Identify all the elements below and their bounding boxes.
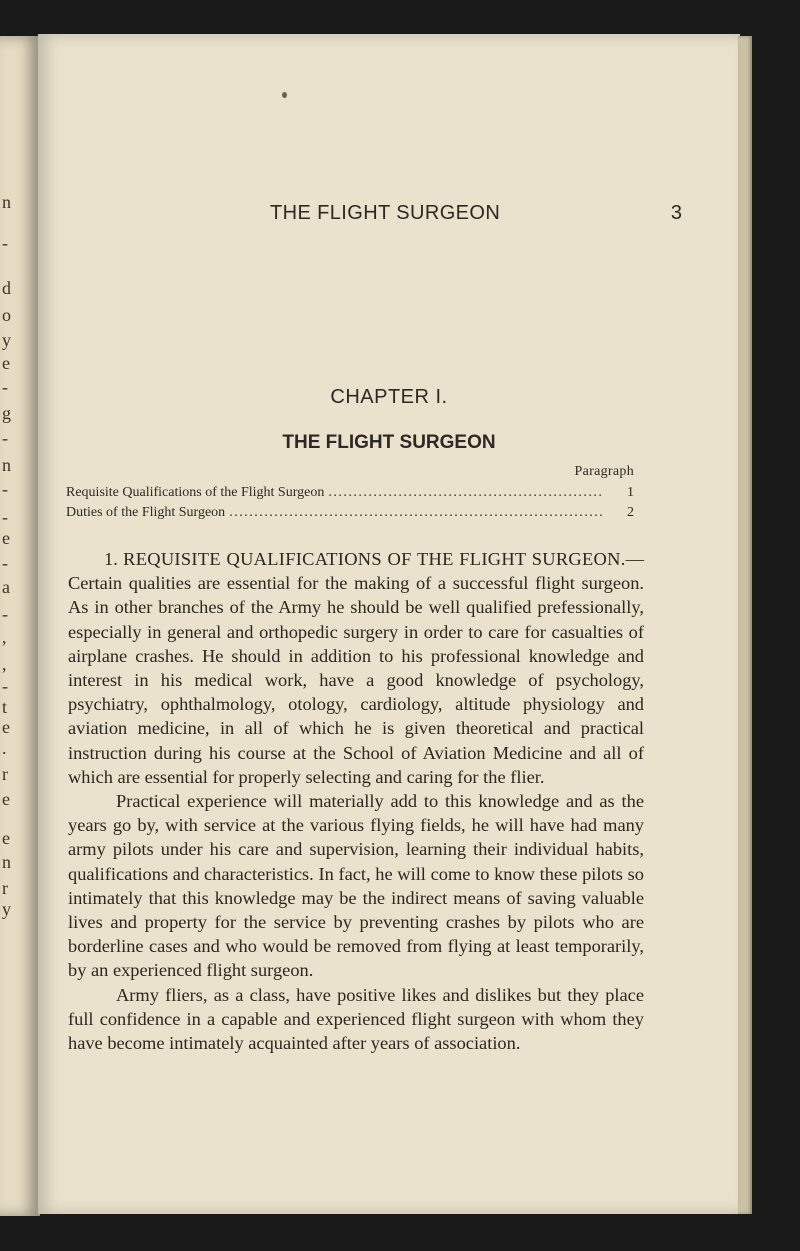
toc-entry-title: Requisite Qualifications of the Flight Surgeon — [66, 485, 325, 500]
running-title: THE FLIGHT SURGEON — [270, 202, 501, 224]
ink-smudge — [282, 92, 287, 98]
facing-page-text-fragments — [2, 36, 16, 1216]
section-heading: REQUISITE QUALIFICATIONS OF THE FLIGHT SURGEON. — [123, 549, 626, 569]
facing-page-fragment: e — [2, 353, 10, 373]
facing-page-fragment: t — [2, 697, 8, 717]
running-header — [270, 202, 682, 228]
facing-page-fragment: g — [2, 403, 11, 423]
body-paragraph — [68, 547, 644, 789]
facing-page-fragment: e — [2, 789, 10, 809]
book-page — [38, 34, 740, 1214]
toc-entry — [66, 483, 634, 503]
toc-entry-title: Duties of the Flight Surgeon — [66, 505, 226, 520]
page-block-edges — [738, 36, 752, 1214]
toc-entry — [66, 503, 634, 523]
facing-page-fragment: e — [2, 528, 10, 548]
facing-page-fragment: , — [2, 627, 7, 647]
page-number: 3 — [670, 202, 682, 224]
chapter-title: THE FLIGHT SURGEON — [282, 432, 496, 453]
toc-entry-paragraph: 2 — [627, 505, 634, 520]
facing-page-fragment: . — [2, 738, 7, 758]
facing-page-edge — [0, 36, 40, 1216]
toc-leader-dots — [328, 483, 602, 503]
facing-page-fragment: - — [2, 676, 8, 696]
facing-page-fragment: r — [2, 764, 8, 784]
chapter-label: CHAPTER I. — [330, 386, 448, 408]
facing-page-fragment: d — [2, 278, 11, 298]
chapter-contents — [66, 464, 634, 523]
facing-page-fragment: n — [2, 455, 11, 475]
facing-page-fragment: e — [2, 717, 10, 737]
facing-page-fragment: o — [2, 305, 11, 325]
facing-page-fragment: - — [2, 479, 8, 499]
paragraph-text: —Certain qualities are essential for the making of a successful flight surgeon. As in other branches of the Army he should be well qualified prefessionally, especially in general and orthopedic surgery in order to care for casualties of airplane crashes. He should in addition to his professional knowledge and interest in his medical work, have a good knowledge of psychology, psychiatry, ophthalmology, otology, cardiology, altitude physiology and aviation medicine, in all of which he is given theoretical and practical instruction during his course at the School of Aviation Medicine and all of which are essential for properly selecting and caring for the flier. — [68, 549, 644, 787]
facing-page-fragment: n — [2, 192, 11, 212]
facing-page-fragment: - — [2, 377, 8, 397]
body-text — [68, 547, 644, 1055]
facing-page-fragment: y — [2, 899, 11, 919]
body-paragraph: Army fliers, as a class, have positive likes and dislikes but they place full confidence in a capable and experienced flight surgeon with whom they have become intimately acquainted after years of association. — [68, 984, 644, 1054]
facing-page-fragment: - — [2, 233, 8, 253]
facing-page-fragment: n — [2, 852, 11, 872]
facing-page-fragment: - — [2, 604, 8, 624]
toc-leader-dots — [229, 503, 602, 523]
facing-page-fragment: - — [2, 507, 8, 527]
facing-page-fragment: - — [2, 428, 8, 448]
body-paragraph: Practical experience will materially add to this knowledge and as the years go by, with service at the various flying fields, he will have had many army pilots under his care and supervision, learning their individual habits, qualifications and characteristics. In fact, he will come to know these pilots so intimately that this knowledge may be the indirect means of saving valuable lives and property for the service by preventing crashes by pilots who are borderline cases and who would be removed from flying at least temporarily, by an experienced flight surgeon. — [68, 791, 644, 981]
facing-page-fragment: y — [2, 330, 11, 350]
toc-entry-paragraph: 1 — [627, 485, 634, 500]
facing-page-fragment: , — [2, 654, 7, 674]
facing-page-fragment: r — [2, 878, 8, 898]
section-number: 1. — [104, 549, 118, 569]
facing-page-fragment: - — [2, 553, 8, 573]
facing-page-fragment: e — [2, 828, 10, 848]
facing-page-fragment: a — [2, 577, 10, 597]
toc-column-heading: Paragraph — [574, 464, 634, 479]
